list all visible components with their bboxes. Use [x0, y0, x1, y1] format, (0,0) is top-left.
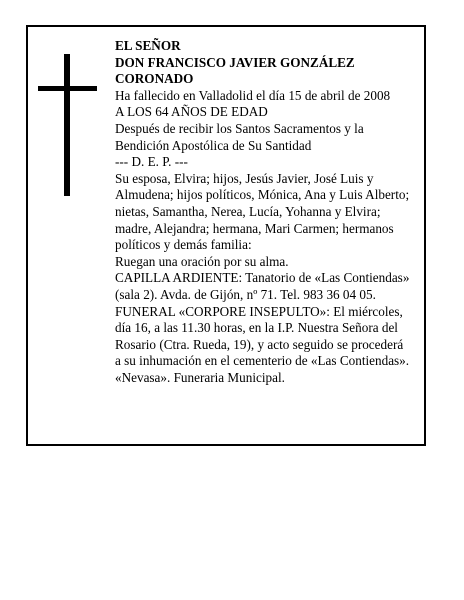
cross-vertical-bar	[64, 54, 70, 196]
family-line: madre, Alejandra; hermana, Mari Carmen; hermanos	[115, 220, 394, 236]
family-line: Su esposa, Elvira; hijos, Jesús Javier, José Luis y	[115, 170, 374, 186]
family-line: políticos y demás familia:	[115, 237, 252, 253]
funeral-line: Rosario (Ctra. Rueda, 19), y acto seguido se procederá	[115, 336, 404, 352]
sacraments-line: Bendición Apostólica de Su Santidad	[115, 137, 312, 153]
funeral-home-line: «Nevasa». Funeraria Municipal.	[115, 369, 285, 385]
funeral-line: día 16, a las 11.30 horas, en la I.P. Nuestra Señora del	[115, 320, 398, 336]
notice-title-line: EL SEÑOR	[115, 38, 181, 53]
cross-horizontal-bar	[38, 86, 97, 91]
deceased-name-line: DON FRANCISCO JAVIER GONZÁLEZ	[115, 54, 355, 70]
funeral-line: a su inhumación en el cementerio de «Las Contiendas».	[115, 353, 410, 369]
rip-line: --- D. E. P. ---	[115, 154, 188, 170]
chapel-line: CAPILLA ARDIENTE: Tanatorio de «Las Contiendas»	[115, 270, 410, 286]
prayer-line: Ruegan una oración por su alma.	[115, 253, 289, 269]
age-line: A LOS 64 AÑOS DE EDAD	[115, 104, 268, 120]
latin-cross-icon	[38, 54, 97, 196]
sacraments-line: Después de recibir los Santos Sacramentos y la	[115, 120, 364, 136]
family-line: nietas, Samantha, Nerea, Lucía, Yohanna y Elvira;	[115, 203, 381, 219]
death-date-line: Ha fallecido en Valladolid el día 15 de abril de 2008	[115, 87, 391, 103]
chapel-line: (sala 2). Avda. de Gijón, nº 71. Tel. 983 36 04 05.	[115, 286, 376, 302]
family-line: Almudena; hijos políticos, Mónica, Ana y Luis Alberto;	[115, 187, 410, 203]
funeral-line: FUNERAL «CORPORE INSEPULTO»: El miércoles,	[115, 303, 403, 319]
obituary-text	[115, 38, 423, 386]
deceased-surname-line: CORONADO	[115, 71, 194, 87]
